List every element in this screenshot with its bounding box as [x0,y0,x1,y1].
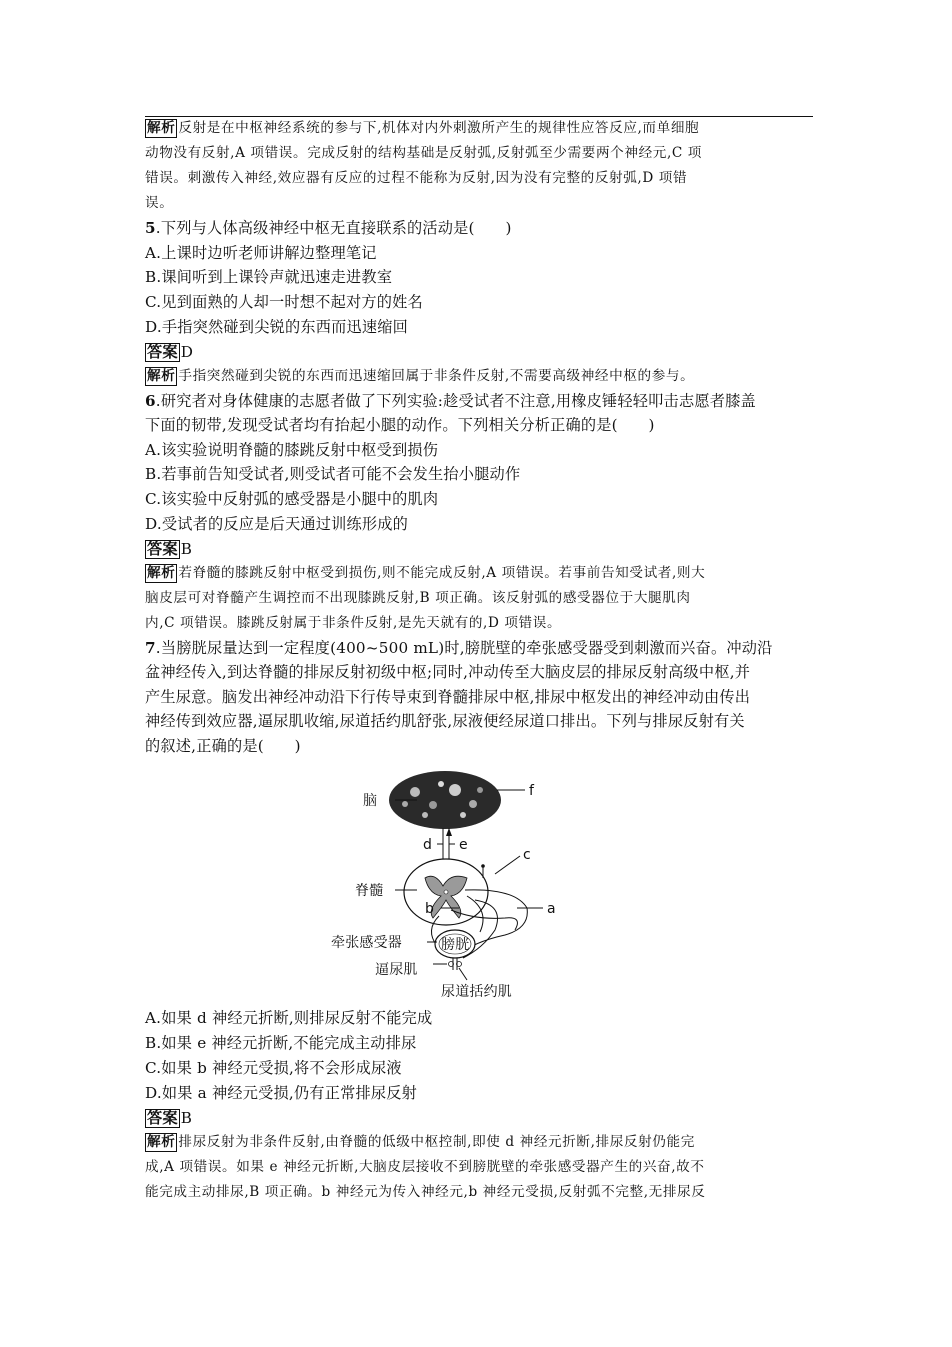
explanation-line: 成,A 项错误。如果 e 神经元折断,大脑皮层接收不到膀胱壁的牵张感受器产生的兴奋,故不 [145,1158,705,1175]
option-c: C.该实验中反射弧的感受器是小腿中的肌肉 [145,490,439,509]
answer-value: B [180,539,193,558]
answer-tag: 答案 [147,342,178,361]
option-a: A.该实验说明脊髓的膝跳反射中枢受到损伤 [145,440,439,459]
label-spinal-cord: 脊髓 [355,883,384,900]
option-d: D.如果 a 神经元受损,仍有正常排尿反射 [145,1083,418,1102]
spinal-cord-section [404,859,488,925]
explanation-line: 动物没有反射,A 项错误。完成反射的结构基础是反射弧,反射弧至少需要两个神经元,C 项 [145,145,702,161]
explanation-line: 能完成主动排尿,B 项正确。b 神经元为传入神经元,b 神经元受损,反射弧不完整,无排尿反 [145,1183,706,1200]
label-e: e [459,837,468,854]
question-stem: 下列与人体高级神经中枢无直接联系的活动是( ) [160,219,512,237]
label-detrusor: 逼尿肌 [375,962,418,979]
option-a: A.如果 d 神经元折断,则排尿反射不能完成 [145,1009,433,1028]
question-stem: 的叙述,正确的是( ) [145,736,301,755]
reflex-arc-diagram [331,760,605,1006]
explanation-line: 错误。刺激传入神经,效应器有反应的过程不能称为反射,因为没有完整的反射弧,D 项错 [145,170,688,186]
explanation-tag: 解析 [147,564,176,581]
label-c: c [523,847,531,864]
question-stem: 产生尿意。脑发出神经冲动沿下行传导束到脊髓排尿中枢,排尿中枢发出的神经冲动由传出 [145,687,751,706]
question-6: 6.研究者对身体健康的志愿者做了下列实验:趁受试者不注意,用橡皮锤轻轻叩击志愿者膝盖 下面的韧带,发现受试者均有抬起小腿的动作。下列相关分析正确的是( ) A.该实验说明脊髓的膝跳反射中枢受到损伤 B.若事前告知受试者,则受试者可能不会发生抬小腿动作 C.该实验中反射弧的感受器是小腿中的肌肉 D.受试者的反应是后天通过训练形成的 答案 B 解析 若脊髓的膝跳反射中枢受到损伤,则不能完成反射,A 项错误。若事前告知受试者,则大 脑皮层可对脊髓产生调控而不出现膝跳反射,B 项正确。该反射弧的感受器位于大腿肌肉 内,C 项错误。膝跳反射属于非条件反射,是先天就有的,D 项错误。 [145,389,810,636]
explanation-line: 反射是在中枢神经系统的参与下,机体对内外刺激所产生的规律性应答反应,而单细胞 [178,120,700,136]
explanation-line: 排尿反射为非条件反射,由脊髓的低级中枢控制,即使 d 神经元折断,排尿反射仍能完 [178,1133,695,1150]
label-a: a [547,901,556,918]
option-d: D.受试者的反应是后天通过训练形成的 [145,515,409,534]
page-content [145,116,810,1205]
option-b: B.如果 e 神经元折断,不能完成主动排尿 [145,1034,417,1053]
answer-value: B [180,1108,193,1127]
question-number: 5 [145,219,156,237]
question-stem: 研究者对身体健康的志愿者做了下列实验:趁受试者不注意,用橡皮锤轻轻叩击志愿者膝盖 [160,391,756,410]
question-number: 7 [145,638,156,657]
label-stretch-receptor: 牵张感受器 [331,935,402,952]
question-stem: 盆神经传入,到达脊髓的排尿反射初级中枢;同时,冲动传至大脑皮层的排尿反射高级中枢,并 [145,663,751,682]
question-stem: 下面的韧带,发现受试者均有抬起小腿的动作。下列相关分析正确的是( ) [145,416,655,435]
explanation-tag: 解析 [147,1133,176,1150]
option-b: B.课间听到上课铃声就迅速走进教室 [145,268,393,287]
option-d: D.手指突然碰到尖锐的东西而迅速缩回 [145,317,409,336]
label-sphincter: 尿道括约肌 [441,984,512,1001]
explanation-tag: 解析 [147,367,176,384]
option-c: C.如果 b 神经元受损,将不会形成尿液 [145,1058,402,1077]
option-b: B.若事前告知受试者,则受试者可能不会发生抬小腿动作 [145,465,521,484]
explanation-tag: 解析 [147,120,176,136]
label-b: b [425,901,435,918]
answer-tag: 答案 [147,539,178,558]
explanation-line: 手指突然碰到尖锐的东西而迅速缩回属于非条件反射,不需要高级神经中枢的参与。 [178,367,695,384]
reflex-arc-figure [145,760,810,1006]
explanation-line: 脑皮层可对脊髓产生调控而不出现膝跳反射,B 项正确。该反射弧的感受器位于大腿肌肉 [145,589,691,606]
explanation-line: 内,C 项错误。膝跳反射属于非条件反射,是先天就有的,D 项错误。 [145,614,562,631]
question-number: 6 [145,391,156,410]
answer-tag: 答案 [147,1108,178,1127]
label-d: d [423,837,433,854]
question-5: 5.下列与人体高级神经中枢无直接联系的活动是( ) A.上课时边听老师讲解边整理笔记 B.课间听到上课铃声就迅速走进教室 C.见到面熟的人却一时想不起对方的姓名 D.手指突然碰到尖锐的东西而迅速缩回 答案 D 解析 手指突然碰到尖锐的东西而迅速缩回属于非条件反射,不需要高级神经中枢的参与。 [145,216,810,389]
label-bladder: 膀胱 [441,937,470,954]
label-f: f [529,783,535,800]
question-stem: 当膀胱尿量达到一定程度(400~500 mL)时,膀胱壁的牵张感受器受到刺激而兴奋。冲动沿 [160,638,773,657]
explanation-line: 误。 [145,195,174,211]
question-stem: 神经传到效应器,逼尿肌收缩,尿道括约肌舒张,尿液便经尿道口排出。下列与排尿反射有关 [145,712,745,731]
intro-explanation [145,116,810,216]
option-c: C.见到面熟的人却一时想不起对方的姓名 [145,293,423,312]
question-7: 7.当膀胱尿量达到一定程度(400~500 mL)时,膀胱壁的牵张感受器受到刺激而兴奋。冲动沿 盆神经传入,到达脊髓的排尿反射初级中枢;同时,冲动传至大脑皮层的排尿反射高级中枢,并 产生尿意。脑发出神经冲动沿下行传导束到脊髓排尿中枢,排尿中枢发出的神经冲动由传出 神经传到效应器,逼尿肌收缩,尿道括约肌舒张,尿液便经尿道口排出。下列与排尿反射有关 的叙述,正确的是( ) 脑 f d e c 脊髓 a b 膀胱 牵张感受器 逼尿肌 尿道括约肌 A.如果 d 神经元折断,则排尿反射不能完成 B.如果 e 神经元折断,不能完成主动排尿 C.如果 b 神经元受损,将不会形成尿液 D.如果 a 神经元受损,仍有正常排尿反射 答案 B 解析 排尿反射为非条件反射,由脊髓的低级中枢控制,即使 d 神经元折断,排尿反射仍能完 成,A 项错误。如果 e 神经元折断,大脑皮层接收不到膀胱壁的牵张感受器产生的兴奋,故不 能完成主动排尿,B 项正确。b 神经元为传入神经元,b 神经元受损,反射弧不完整,无排尿反 [145,636,810,1205]
option-a: A.上课时边听老师讲解边整理笔记 [145,243,377,262]
explanation-line: 若脊髓的膝跳反射中枢受到损伤,则不能完成反射,A 项错误。若事前告知受试者,则大 [178,564,706,581]
label-brain: 脑 [363,793,378,810]
answer-value: D [180,342,194,361]
